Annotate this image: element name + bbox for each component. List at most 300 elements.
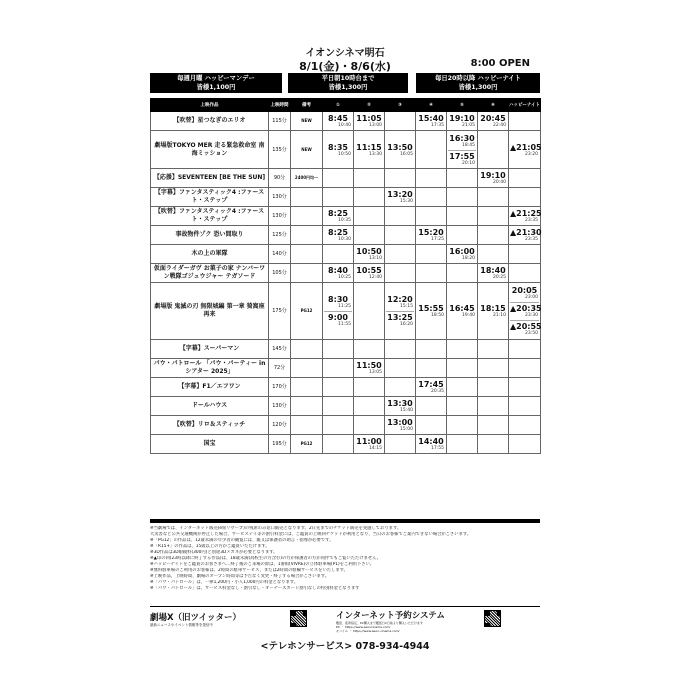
end-time: 15:00 <box>400 427 413 432</box>
banner-weekday-morning <box>288 73 408 93</box>
start-time: 13:00 <box>387 418 413 427</box>
showtime-cell <box>354 340 385 359</box>
start-time: ▲20:55 <box>510 322 542 331</box>
start-time: 12:20 <box>387 295 413 304</box>
movie-note <box>291 359 323 378</box>
start-time: 16:30 <box>449 133 475 143</box>
showtime-cell <box>385 245 416 264</box>
showtime-cell <box>447 245 478 264</box>
showtime-cell <box>447 416 478 435</box>
footer-divider <box>150 519 540 523</box>
showtime-cell <box>416 112 447 131</box>
showtime-cell <box>447 264 478 283</box>
movie-duration: 170分 <box>269 378 291 397</box>
showtime-slot[interactable] <box>417 379 445 395</box>
note-line: ※3D作品は3D眼鏡料(300円)と別途3Dメガネが必要となります。 <box>150 550 278 555</box>
showtime-slot[interactable] <box>355 113 383 129</box>
end-time: 13:10 <box>369 256 382 261</box>
showtime-cell <box>509 188 541 207</box>
showtime-slot[interactable] <box>479 265 507 281</box>
showtime-cell <box>478 378 509 397</box>
movie-duration: 130分 <box>269 397 291 416</box>
schedule-table <box>150 98 541 454</box>
showtime-cell <box>323 226 354 245</box>
showtime-slot[interactable] <box>510 227 542 243</box>
end-time: 10:30 <box>338 237 351 242</box>
showtime-cell <box>323 131 354 169</box>
showtime-cell <box>509 416 541 435</box>
end-time: 13:30 <box>369 151 382 157</box>
showtime-slot[interactable] <box>355 360 383 376</box>
showtime-cell <box>478 112 509 131</box>
showtime-slot[interactable] <box>386 398 414 414</box>
start-time: 13:50 <box>387 142 413 152</box>
showtime-slot[interactable] <box>324 208 352 224</box>
start-time: 11:15 <box>356 142 382 152</box>
end-time: 12:40 <box>369 275 382 280</box>
showtime-slot[interactable] <box>386 189 414 205</box>
showtime-cell <box>416 283 447 340</box>
end-time: 18:45 <box>462 142 475 148</box>
showtime-slot[interactable] <box>417 303 445 319</box>
showtime-cell <box>509 245 541 264</box>
movie-duration: 140分 <box>269 245 291 264</box>
showtime-cell <box>478 226 509 245</box>
showtime-cell <box>354 378 385 397</box>
showtime-cell <box>385 359 416 378</box>
start-time: 15:55 <box>418 304 444 313</box>
showtime-cell <box>509 169 541 188</box>
movie-note: PG12 <box>291 435 323 454</box>
showtime-slot[interactable] <box>448 133 476 149</box>
showtime-cell <box>509 207 541 226</box>
showtime-cell <box>416 416 447 435</box>
showtime-slot[interactable] <box>417 113 445 129</box>
start-time: 13:20 <box>387 190 413 199</box>
showtime-cell <box>509 397 541 416</box>
note-line: ※▲印の回(23時以降に終了する作品)は、18歳未満(高校生の方含む)の方が保護者の方が同伴でもご覧いただけません。 <box>150 556 382 561</box>
showtime-cell <box>323 397 354 416</box>
showtime-cell <box>447 226 478 245</box>
end-time: 23:35 <box>525 237 538 242</box>
movie-note: 2400円均一 <box>291 169 323 188</box>
end-time: 20:40 <box>493 180 506 185</box>
movie-note <box>291 378 323 397</box>
showtime-slot[interactable] <box>479 170 507 186</box>
showtime-slot[interactable] <box>355 142 383 158</box>
start-time: 17:45 <box>418 380 444 389</box>
showtime-cell <box>354 264 385 283</box>
showtime-cell <box>385 416 416 435</box>
movie-note <box>291 264 323 283</box>
showtime-cell <box>323 416 354 435</box>
start-time: 20:45 <box>480 114 506 123</box>
table-row <box>151 207 541 226</box>
showtime-cell <box>354 397 385 416</box>
movie-title: 【字幕】ファンタスティック4 :ファースト・ステップ <box>151 188 269 207</box>
start-time: 11:05 <box>356 114 382 123</box>
col-duration: 上映時間 <box>269 99 291 112</box>
showtime-cell <box>416 264 447 283</box>
end-time: 23:50 <box>525 331 538 336</box>
showtime-cell <box>478 359 509 378</box>
telephone-service: <テレホンサービス> 078-934-4944 <box>260 641 430 652</box>
start-time: 15:20 <box>418 228 444 237</box>
movie-duration: 195分 <box>269 435 291 454</box>
end-time: 16:05 <box>400 151 413 157</box>
col-screen-2: ② <box>354 99 385 112</box>
end-time: 15:15 <box>400 304 413 309</box>
showtime-cell <box>447 112 478 131</box>
showtime-cell <box>385 112 416 131</box>
end-time: 15:30 <box>400 199 413 204</box>
end-time: 23:30 <box>525 313 538 318</box>
end-time: 17:35 <box>431 123 444 128</box>
table-row <box>151 264 541 283</box>
showtime-slot[interactable] <box>324 294 352 310</box>
showtime-cell <box>385 207 416 226</box>
start-time: ▲20:35 <box>510 304 542 313</box>
banner-price: 皆様1,100円 <box>196 84 236 91</box>
showtime-cell <box>354 283 385 340</box>
table-row <box>151 397 541 416</box>
start-time: 8:40 <box>328 266 348 275</box>
showtime-cell <box>323 359 354 378</box>
showtime-cell <box>509 359 541 378</box>
movie-duration: 72分 <box>269 359 291 378</box>
col-screen-1: ① <box>323 99 354 112</box>
banner-price: 皆様1,300円 <box>328 84 368 91</box>
start-time: 13:30 <box>387 399 413 408</box>
movie-title: パウ・パトロール 「パウ・パーティー in シアター 2025」 <box>151 359 269 378</box>
col-note: 備考 <box>291 99 323 112</box>
movie-duration: 125分 <box>269 226 291 245</box>
start-time: 17:55 <box>449 151 475 161</box>
showtime-cell <box>478 435 509 454</box>
showtime-slot[interactable] <box>386 311 414 328</box>
movie-note <box>291 397 323 416</box>
showtime-cell <box>478 207 509 226</box>
note-line: ※上映作品、上映時間、劇場のオープン時間等は予告なく変更・終了する場合がございます。 <box>150 574 330 579</box>
note-line: ※「パウ・パトロール」は、サービス料金なし・割引なし・オーナーズカード割引なしの特別料金となります <box>150 586 360 591</box>
banner-happy-monday <box>150 73 282 93</box>
start-time: 8:35 <box>328 142 348 152</box>
showtime-cell <box>416 435 447 454</box>
showtime-cell <box>447 397 478 416</box>
showtime-cell <box>354 188 385 207</box>
showtime-cell <box>447 188 478 207</box>
showtime-cell <box>416 226 447 245</box>
movie-note: NEW <box>291 112 323 131</box>
showtime-cell <box>447 340 478 359</box>
qr-code-icon[interactable] <box>290 610 307 627</box>
movie-note <box>291 207 323 226</box>
internet-reservation-details <box>336 621 476 633</box>
banner-line: 毎日20時以降 ハッピーナイト <box>435 75 521 82</box>
showtime-cell <box>447 131 478 169</box>
showtime-slot[interactable] <box>386 294 414 310</box>
showtime-cell <box>478 397 509 416</box>
showtime-cell <box>478 169 509 188</box>
col-screen-3: ③ <box>385 99 416 112</box>
movie-duration: 145分 <box>269 340 291 359</box>
showtime-cell <box>323 169 354 188</box>
showtime-cell <box>509 264 541 283</box>
showtime-cell <box>354 169 385 188</box>
internet-pc-link[interactable]: PC ・ https://www.aeoncinema.com/ <box>336 625 391 629</box>
start-time: ▲21:05 <box>510 142 542 152</box>
start-time: 15:40 <box>418 114 444 123</box>
showtime-slot[interactable] <box>510 320 542 337</box>
showtime-slot[interactable] <box>448 113 476 129</box>
table-row <box>151 435 541 454</box>
end-time: 23:20 <box>525 151 538 157</box>
start-time: 16:45 <box>449 304 475 313</box>
col-screen-6: ⑥ <box>478 99 509 112</box>
table-row <box>151 131 541 169</box>
movie-note <box>291 416 323 435</box>
start-time: 16:00 <box>449 247 475 256</box>
table-row <box>151 169 541 188</box>
table-row <box>151 378 541 397</box>
showtime-slot[interactable] <box>510 208 542 224</box>
col-happy-night: ハッピーナイト <box>509 99 541 112</box>
showtime-slot[interactable] <box>479 113 507 129</box>
table-row <box>151 245 541 264</box>
start-time: 19:10 <box>449 114 475 123</box>
showtime-slot[interactable] <box>510 142 542 158</box>
showtime-cell <box>416 359 447 378</box>
note-line: ※「PG12」の作品は、12歳未満の年少者の観覧には、親又は保護者の助言・指導が必要です。 <box>150 538 334 543</box>
movie-title: 劇場版TOKYO MER 走る緊急救命室 南海ミッション <box>151 131 269 169</box>
showtime-slot[interactable] <box>510 285 539 301</box>
start-time: 8:30 <box>328 295 348 304</box>
showtime-slot[interactable] <box>355 436 383 452</box>
showtime-cell <box>385 264 416 283</box>
showtime-cell <box>354 207 385 226</box>
showtime-cell <box>478 245 509 264</box>
showtime-cell <box>354 359 385 378</box>
end-time: 23:00 <box>525 295 538 300</box>
showtime-slot[interactable] <box>355 265 383 281</box>
showtime-cell <box>385 378 416 397</box>
showtime-slot[interactable] <box>448 150 476 167</box>
end-time: 13:05 <box>369 370 382 375</box>
showtime-cell <box>509 131 541 169</box>
end-time: 22:40 <box>493 123 506 128</box>
end-time: 15:40 <box>400 408 413 413</box>
end-time: 17:25 <box>431 237 444 242</box>
table-row <box>151 340 541 359</box>
showtime-cell <box>416 340 447 359</box>
twitter-subtext: 最新ニュースやイベント情報等を発信中 <box>150 623 213 627</box>
showtime-slot[interactable] <box>448 246 476 262</box>
start-time: 9:00 <box>328 313 348 322</box>
start-time: 19:10 <box>480 171 506 180</box>
note-line: ※当劇場では、インターネット販売(e席リザーブ)の残席のみ窓口販売となります。2日先までのチケット販売を実施しております。 <box>150 526 402 531</box>
showtime-cell <box>509 283 541 340</box>
showtime-cell <box>447 435 478 454</box>
movie-duration: 130分 <box>269 188 291 207</box>
movie-title: ドールハウス <box>151 397 269 416</box>
showtime-slot[interactable] <box>448 303 476 319</box>
date-range: 8/1(金)・8/6(水) <box>299 60 391 73</box>
showtime-slot[interactable] <box>386 417 414 433</box>
banner-price: 皆様1,300円 <box>458 84 498 91</box>
showtime-cell <box>447 359 478 378</box>
timetable-sheet <box>146 38 544 658</box>
table-header-row <box>151 99 541 112</box>
end-time: 17:55 <box>431 446 444 451</box>
movie-title: 国宝 <box>151 435 269 454</box>
showtime-slot[interactable] <box>324 142 352 158</box>
movie-title: 木の上の軍隊 <box>151 245 269 264</box>
showtime-cell <box>509 340 541 359</box>
movie-duration: 115分 <box>269 112 291 131</box>
movie-duration: 135分 <box>269 131 291 169</box>
table-row <box>151 359 541 378</box>
note-line: ※ハッピーナイトをご鑑賞のお客さまへ…終了後のご来場の際は、1番街(VIVRE)の立体駐車場(P1)をご利用下さい。 <box>150 562 375 567</box>
end-time: 13:00 <box>369 123 382 128</box>
twitter-heading: 劇場X（旧ツイッター） <box>150 613 241 623</box>
table-row <box>151 226 541 245</box>
movie-title: 【字幕】F1／エフワン <box>151 378 269 397</box>
showtime-slot[interactable] <box>479 303 507 319</box>
start-time: 20:05 <box>511 286 538 295</box>
showtime-cell <box>385 226 416 245</box>
start-time: 11:50 <box>356 361 382 370</box>
end-time: 21:10 <box>493 313 506 318</box>
showtime-slot[interactable] <box>324 227 352 243</box>
end-time: 20:10 <box>462 160 475 166</box>
end-time: 18:20 <box>462 256 475 261</box>
showtime-cell <box>385 340 416 359</box>
end-time: 10:40 <box>338 123 351 128</box>
internet-detail-line: 鑑賞、座席指定、PC購入まで鑑賞日2日前より購入いただけます <box>336 621 423 625</box>
showtime-slot[interactable] <box>417 227 445 243</box>
end-time: 10:25 <box>338 275 351 280</box>
end-time: 11:55 <box>338 322 351 327</box>
movie-title: 仮面ライダーガヴ お菓子の家 ナンバーワン戦隊ゴジュウジャー テガソード <box>151 264 269 283</box>
start-time: 10:55 <box>356 266 382 275</box>
movie-title: 事故物件ゾク 恐い間取り <box>151 226 269 245</box>
showtime-slot[interactable] <box>324 311 352 328</box>
showtime-cell <box>416 207 447 226</box>
end-time: 19:40 <box>462 313 475 318</box>
start-time: 18:40 <box>480 266 506 275</box>
movie-duration: 90分 <box>269 169 291 188</box>
showtime-cell <box>354 112 385 131</box>
showtime-cell <box>416 131 447 169</box>
end-time: 20:25 <box>493 275 506 280</box>
start-time: ▲21:25 <box>510 209 542 218</box>
showtime-cell <box>354 226 385 245</box>
internet-mobile-link[interactable]: モバイル ・ https://www.aeon-cinema.com/ <box>336 629 400 633</box>
showtime-cell <box>509 226 541 245</box>
note-line: ※「R15+」の作品は、15歳以上の方がご鑑賞いただけます。 <box>150 544 270 549</box>
table-row <box>151 416 541 435</box>
table-row <box>151 283 541 340</box>
showtime-cell <box>509 378 541 397</box>
showtime-cell <box>416 378 447 397</box>
showtime-slot[interactable] <box>417 436 445 452</box>
end-time: 21:05 <box>462 123 475 128</box>
col-screen-4: ④ <box>416 99 447 112</box>
showtime-cell <box>478 283 509 340</box>
showtime-cell <box>447 378 478 397</box>
showtime-cell <box>478 416 509 435</box>
showtime-slot[interactable] <box>386 142 414 158</box>
start-time: 13:25 <box>387 313 413 322</box>
table-row <box>151 112 541 131</box>
qr-code-icon[interactable] <box>484 610 501 627</box>
internet-reservation-heading: インターネット予約システム <box>336 611 445 621</box>
showtime-slot[interactable] <box>324 113 352 129</box>
banner-line: 毎週月曜 ハッピーマンデー <box>177 75 255 82</box>
theater-name: イオンシネマ明石 <box>305 48 385 59</box>
showtime-cell <box>323 245 354 264</box>
col-title: 上映作品 <box>151 99 269 112</box>
showtime-cell <box>323 264 354 283</box>
end-time: 11:25 <box>338 304 351 309</box>
start-time: 8:25 <box>328 228 348 237</box>
movie-title: 【字幕】スーパーマン <box>151 340 269 359</box>
movie-title: 【吹替】リロ＆スティッチ <box>151 416 269 435</box>
showtime-cell <box>354 245 385 264</box>
showtime-cell <box>385 169 416 188</box>
showtime-cell <box>323 340 354 359</box>
showtime-slot[interactable] <box>355 246 383 262</box>
movie-title: 劇場版 鬼滅の刃 無限城編 第一章 猗窩座再来 <box>151 283 269 340</box>
start-time: 11:00 <box>356 437 382 446</box>
movie-note: NEW <box>291 131 323 169</box>
start-time: 8:25 <box>328 209 348 218</box>
open-time: 8:00 OPEN <box>470 58 530 69</box>
showtime-cell <box>354 435 385 454</box>
end-time: 18:50 <box>431 313 444 318</box>
movie-duration: 120分 <box>269 416 291 435</box>
showtime-slot[interactable] <box>510 302 542 319</box>
movie-duration: 130分 <box>269 207 291 226</box>
table-row <box>151 188 541 207</box>
start-time: 14:40 <box>418 437 444 446</box>
showtime-cell <box>478 131 509 169</box>
showtime-cell <box>509 435 541 454</box>
showtime-cell <box>385 283 416 340</box>
showtime-cell <box>385 131 416 169</box>
showtime-cell <box>416 397 447 416</box>
showtime-cell <box>447 283 478 340</box>
movie-note <box>291 226 323 245</box>
showtime-cell <box>385 188 416 207</box>
start-time: 8:45 <box>328 114 348 123</box>
movie-duration: 105分 <box>269 264 291 283</box>
showtime-slot[interactable] <box>324 265 352 281</box>
showtime-cell <box>447 207 478 226</box>
start-time: ▲21:30 <box>510 228 542 237</box>
showtime-cell <box>447 169 478 188</box>
col-screen-5: ⑤ <box>447 99 478 112</box>
showtime-cell <box>478 264 509 283</box>
showtime-cell <box>354 131 385 169</box>
end-time: 20:35 <box>431 389 444 394</box>
showtime-cell <box>323 378 354 397</box>
end-time: 10:50 <box>338 151 351 157</box>
movie-note: PG12 <box>291 283 323 340</box>
showtime-cell <box>416 169 447 188</box>
end-time: 16:20 <box>400 322 413 327</box>
showtime-cell <box>416 245 447 264</box>
